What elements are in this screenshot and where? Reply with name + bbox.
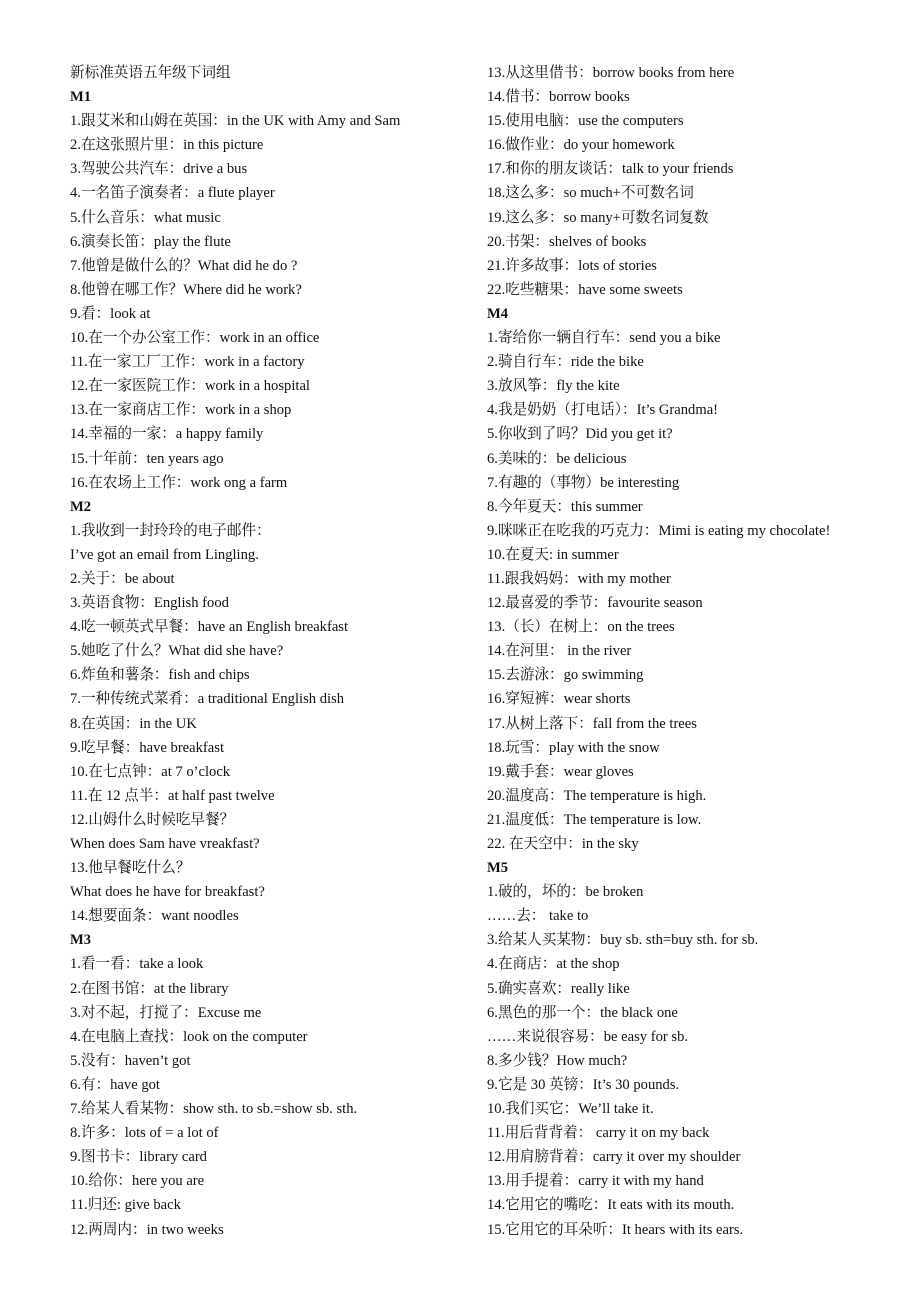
phrase-line: 13.在一家商店工作：work in a shop <box>70 402 292 419</box>
phrase-line: 12.山姆什么时候吃早餐？ <box>70 811 235 828</box>
phrase-line: 14.在河里： in the river <box>487 643 632 660</box>
phrase-line: 4.吃一顿英式早餐：have an English breakfast <box>70 619 349 636</box>
phrase-line: ……去： take to <box>487 908 589 925</box>
phrase-line: 10.在七点钟：at 7 o’clock <box>70 763 231 780</box>
phrase-line: I’ve got an email from Lingling. <box>70 546 259 563</box>
phrase-line: 10.我们买它：We’ll take it. <box>487 1101 654 1118</box>
phrase-line: 11.归还: give back <box>70 1197 181 1214</box>
phrase-line: 6.黑色的那一个：the black one <box>487 1004 678 1021</box>
module-heading: M2 <box>70 498 92 515</box>
phrase-line: 4.在电脑上查找：look on the computer <box>70 1028 308 1045</box>
phrase-line: 16.在农场上工作：work ong a farm <box>70 474 288 491</box>
phrase-line: 22.吃些糖果：have some sweets <box>487 281 683 298</box>
phrase-line: 7.给某人看某物：show sth. to sb.=show sb. sth. <box>70 1101 358 1118</box>
phrase-line: 5.没有：haven’t got <box>70 1052 191 1069</box>
phrase-line: 20.温度高：The temperature is high. <box>487 787 707 804</box>
phrase-line: 11.在一家工厂工作：work in a factory <box>70 354 305 371</box>
phrase-line: 21.温度低：The temperature is low. <box>487 811 702 828</box>
phrase-line: 8.今年夏天：this summer <box>487 498 643 515</box>
phrase-line: 2.在这张照片里：in this picture <box>70 137 264 154</box>
phrase-line: 4.我是奶奶（打电话）：It’s Grandma! <box>487 402 719 419</box>
phrase-line: 16.做作业：do your homework <box>487 137 675 154</box>
phrase-line: 3.给某人买某物：buy sb. sth=buy sth. for sb. <box>487 932 759 949</box>
phrase-line: 15.十年前：ten years ago <box>70 450 224 467</box>
phrase-line: 9.咪咪正在吃我的巧克力：Mimi is eating my chocolate! <box>487 522 831 539</box>
phrase-line: 6.炸鱼和薯条：fish and chips <box>70 667 250 684</box>
phrase-line: 2.骑自行车：ride the bike <box>487 354 644 371</box>
phrase-line: 13.从这里借书：borrow books from here <box>487 65 735 81</box>
phrase-line: 6.有：have got <box>70 1076 160 1093</box>
phrase-line: 19.这么多：so many+可数名词复数 <box>487 209 709 226</box>
phrase-line: 19.戴手套：wear gloves <box>487 763 634 780</box>
phrase-line: 6.美味的：be delicious <box>487 450 627 467</box>
phrase-line: 1.寄给你一辆自行车：send you a bike <box>487 330 721 347</box>
phrase-line: 7.有趣的（事物）be interesting <box>487 474 680 491</box>
phrase-line: 3.放风筝：fly the kite <box>487 378 620 395</box>
phrase-line: 2.关于：be about <box>70 570 175 587</box>
phrase-line: 8.在英国：in the UK <box>70 715 197 732</box>
phrase-line: 18.这么多：so much+不可数名词 <box>487 185 694 202</box>
right-column <box>487 61 907 1242</box>
phrase-line: 21.许多故事：lots of stories <box>487 257 657 274</box>
phrase-line: 11.跟我妈妈：with my mother <box>487 570 671 587</box>
phrase-line: 18.玩雪：play with the snow <box>487 739 660 756</box>
document-title: 新标准英语五年级下词组 <box>70 65 231 81</box>
phrase-line: 12.最喜爱的季节：favourite season <box>487 595 703 612</box>
module-heading: M5 <box>487 860 509 877</box>
phrase-line: 13.他早餐吃什么？ <box>70 860 191 877</box>
phrase-line: 10.在一个办公室工作：work in an office <box>70 330 320 347</box>
phrase-line: 17.从树上落下：fall from the trees <box>487 715 697 732</box>
phrase-line: 3.对不起，打搅了：Excuse me <box>70 1004 262 1021</box>
phrase-line: 3.英语食物：English food <box>70 595 229 612</box>
phrase-line: 15.去游泳：go swimming <box>487 667 644 684</box>
phrase-line: 9.吃早餐：have breakfast <box>70 739 224 756</box>
left-column <box>70 61 475 1242</box>
phrase-line: 17.和你的朋友谈话：talk to your friends <box>487 161 734 178</box>
phrase-line: 8.多少钱？How much? <box>487 1052 628 1069</box>
phrase-line: What does he have for breakfast? <box>70 884 265 901</box>
phrase-line: 14.想要面条：want noodles <box>70 908 239 925</box>
phrase-line: 1.看一看：take a look <box>70 956 204 973</box>
phrase-line: 14.借书：borrow books <box>487 89 630 106</box>
phrase-line: 1.破的，坏的：be broken <box>487 884 644 901</box>
phrase-line: 13.（长）在树上：on the trees <box>487 619 675 636</box>
phrase-line: 11.在 12 点半：at half past twelve <box>70 787 275 804</box>
phrase-line: 5.什么音乐：what music <box>70 209 221 226</box>
phrase-line: 3.驾驶公共汽车：drive a bus <box>70 161 248 178</box>
phrase-line: 22. 在天空中：in the sky <box>487 836 639 852</box>
phrase-line: 14.它用它的嘴吃：It eats with its mouth. <box>487 1197 735 1214</box>
phrase-line: 1.我收到一封玲玲的电子邮件： <box>70 522 271 539</box>
phrase-line: 7.一种传统式菜肴：a traditional English dish <box>70 691 345 708</box>
phrase-line: 12.在一家医院工作：work in a hospital <box>70 378 310 395</box>
phrase-line: 4.在商店：at the shop <box>487 956 620 973</box>
phrase-line: 8.他曾在哪工作？Where did he work? <box>70 281 302 298</box>
phrase-line: 9.看：look at <box>70 305 151 322</box>
phrase-line: 5.你收到了吗？Did you get it? <box>487 426 673 443</box>
module-heading: M4 <box>487 305 509 322</box>
phrase-line: 9.它是 30 英镑：It’s 30 pounds. <box>487 1076 680 1093</box>
phrase-line: 12.两周内：in two weeks <box>70 1221 224 1238</box>
phrase-line: ……来说很容易：be easy for sb. <box>487 1028 689 1045</box>
phrase-line: 1.跟艾米和山姆在英国：in the UK with Amy and Sam <box>70 113 401 130</box>
module-heading: M3 <box>70 932 92 949</box>
phrase-line: 5.确实喜欢：really like <box>487 980 630 997</box>
phrase-line: 6.演奏长笛：play the flute <box>70 233 231 250</box>
phrase-line: 16.穿短裤：wear shorts <box>487 691 631 708</box>
phrase-line: 15.它用它的耳朵听：It hears with its ears. <box>487 1221 744 1238</box>
phrase-line: 5.她吃了什么？What did she have? <box>70 643 284 660</box>
phrase-line: 7.他曾是做什么的？What did he do ? <box>70 257 298 274</box>
phrase-line: 15.使用电脑：use the computers <box>487 113 684 130</box>
phrase-line: 14.幸福的一家：a happy family <box>70 426 264 443</box>
phrase-line: 9.图书卡：library card <box>70 1149 207 1166</box>
phrase-line: 20.书架：shelves of books <box>487 233 647 250</box>
phrase-line: 4.一名笛子演奏者：a flute player <box>70 185 275 202</box>
phrase-line: 2.在图书馆：at the library <box>70 980 229 997</box>
phrase-line: 10.在夏天: in summer <box>487 546 619 563</box>
phrase-line: 11.用后背背着： carry it on my back <box>487 1125 710 1142</box>
phrase-line: 13.用手提着：carry it with my hand <box>487 1173 704 1190</box>
module-heading: M1 <box>70 89 92 106</box>
phrase-line: 12.用肩膀背着：carry it over my shoulder <box>487 1149 741 1166</box>
phrase-line: 8.许多：lots of = a lot of <box>70 1125 219 1142</box>
phrase-line: When does Sam have vreakfast? <box>70 836 260 852</box>
phrase-line: 10.给你：here you are <box>70 1173 205 1190</box>
